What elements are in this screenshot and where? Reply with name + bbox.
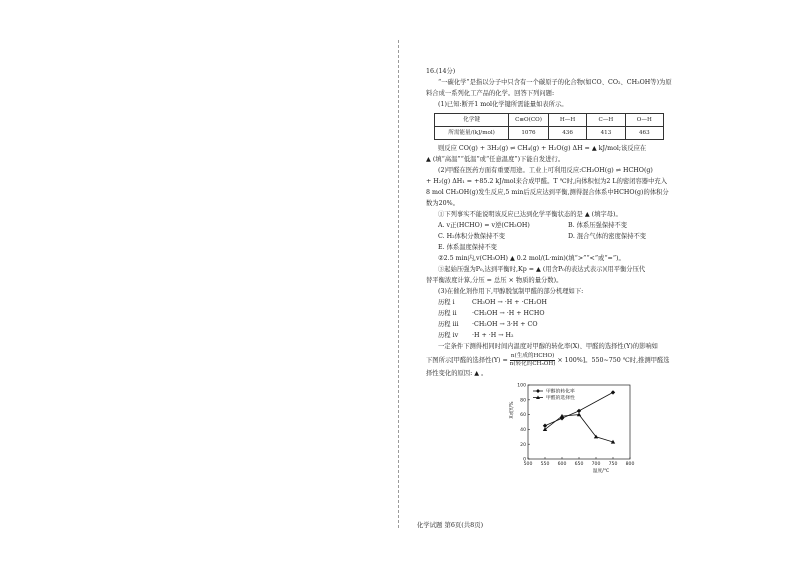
options-row-2 [426,231,664,242]
mechanism-equation: ·CH₂OH → ·H + HCHO [472,310,545,317]
part3-title: (3)在催化剂作用下,甲醇脱氢制甲醛的部分机理如下: [438,288,584,295]
x-tick-label: 600 [557,462,567,467]
series-line [545,415,613,442]
part2-line-4: 数为20%。 [426,200,459,207]
table-cell: 所需能量/(kJ/mol) [435,127,509,140]
y-tick-label: 60 [520,413,526,419]
question-16 [426,66,672,481]
y-tick-label: 40 [520,428,526,433]
x-tick-label: 650 [574,462,584,467]
x-axis-label: 温度/℃ [592,469,610,474]
legend-marker-diamond [536,389,540,393]
mechanism-equation: ·CH₂OH → 3·H + CO [472,321,538,328]
option-e: E. 体系温度保持不变 [438,244,497,251]
y-axis-label: X或Y/% [510,401,515,419]
mechanism-3 [426,319,664,330]
x-tick-label: 800 [625,462,635,467]
part2-line-2: + H₂(g) ΔH₁ = +85.2 kJ/mol来合成甲醛。T ℃时,向体积恒为2 L的密闭容器中充入 [426,178,667,185]
mechanism-equation: CH₃OH → ·H + ·CH₂OH [472,299,548,306]
x-tick-label: 700 [591,462,601,467]
option-a: A. v正(HCHO) = v逆(CH₃OH) [438,222,530,229]
part1-line-1: 则反应 CO(g) + 3H₂(g) ⇌ CH₄(g) + H₂O(g) ΔH = ▲ kJ/mol;该反应在 [438,145,647,152]
table-header-row [435,114,664,127]
table-cell: C—H [587,114,625,127]
question-header: 16.(14分) [426,68,456,75]
part2-line-3: 8 mol CH₃OH(g)发生反应,5 min后反应达到平衡,测得混合体系中HCHO(g)的体积分 [426,189,669,196]
x-tick-label: 550 [540,462,550,467]
x-tick-label: 750 [608,462,618,467]
x-tick-label: 500 [523,462,533,467]
sub-question-3-line-1: ③起始压强为P₀,达到平衡时,Kp = ▲ (用含P₀的表达式表示)(用平衡分压代 [438,266,646,273]
mechanism-equation: ·H + ·H → H₂ [472,332,514,339]
plot-frame [528,385,630,459]
options-row-3 [426,242,664,253]
options-row-1 [426,220,664,231]
sub-question-1: ①下列事实不能说明该反应已达到化学平衡状态的是 ▲ (填字母)。 [438,211,622,218]
y-tick-label: 80 [520,398,526,404]
part1-title: (1)已知:断开1 mol化学键所需能量如表所示。 [438,101,568,108]
page-footer: 化学试题 第6页(共8页) [416,521,484,529]
final-line-3: 择性变化的原因: ▲ 。 [426,370,488,377]
page-fold-line [398,40,399,528]
intro-line-2: 料合成一系列化工产品的化学。回答下列问题: [426,90,555,97]
table-cell: O—H [625,114,663,127]
table-cell: 413 [587,127,625,140]
intro-line-1: “一碳化学”是指以分子中只含有一个碳原子的化合物(如CO、CO₂、CH₃OH等)为原 [438,79,672,86]
mechanism-2 [426,308,664,319]
data-point-diamond [611,390,615,394]
legend-label: 甲醛的选择性 [546,396,575,402]
chart-container [508,381,664,481]
fraction-denominator: n(转化的CH₃OH) [509,360,556,367]
mechanism-label: 历程 ii [438,310,457,317]
legend-label: 甲醇的转化率 [546,389,575,395]
fraction-numerator: n(生成的HCHO) [510,352,555,359]
data-point-triangle [577,412,581,416]
mechanism-label: 历程 iii [438,321,459,328]
part2-line-1: (2)甲醛在医药方面有重要用途。工业上可利用反应:CH₃OH(g) ⇌ HCHO(g) [438,167,653,174]
table-row [435,127,664,140]
sub-question-3-line-2: 替平衡浓度计算,分压 = 总压 × 物质的量分数)。 [426,277,563,284]
option-c: C. H₂体积分数保持不变 [438,233,505,240]
y-tick-label: 100 [517,383,526,389]
temperature-chart [508,381,638,477]
part1-line-2: ▲ (填“高温”“低温”或“任意温度”)下能自发进行。 [426,156,565,163]
selectivity-fraction [510,353,556,368]
final-line-2 [426,352,670,368]
table-cell: 463 [625,127,663,140]
bond-energy-table [434,113,664,140]
y-tick-label: 20 [520,442,526,448]
final-line-2-pre: 下图所示[甲醛的选择性(Y) = [426,356,508,364]
table-cell: H—H [548,114,586,127]
final-line-1: 一定条件下测得相同时间内温度对甲醇的转化率(X)、甲醛的选择性(Y)的影响如 [438,343,658,350]
mechanism-4 [426,330,664,341]
option-d: D. 混合气体的密度保持不变 [568,233,647,240]
y-tick-label: 0 [523,457,526,463]
final-line-2-post: × 100%]。550~750 ℃时,推测甲醛选 [557,356,670,364]
mechanism-label: 历程 iv [438,332,459,339]
option-b: B. 体系压强保持不变 [568,222,628,229]
mechanism-1 [426,297,664,308]
mechanism-label: 历程 i [438,299,455,306]
table-cell: 436 [548,127,586,140]
table-cell: C≡O(CO) [509,114,549,127]
table-cell: 化学键 [435,114,509,127]
table-cell: 1076 [509,127,549,140]
sub-question-2: ②2.5 min内,v(CH₃OH) ▲ 0.2 mol/(L·min)(填“>”“<”或“=”)。 [438,255,625,262]
